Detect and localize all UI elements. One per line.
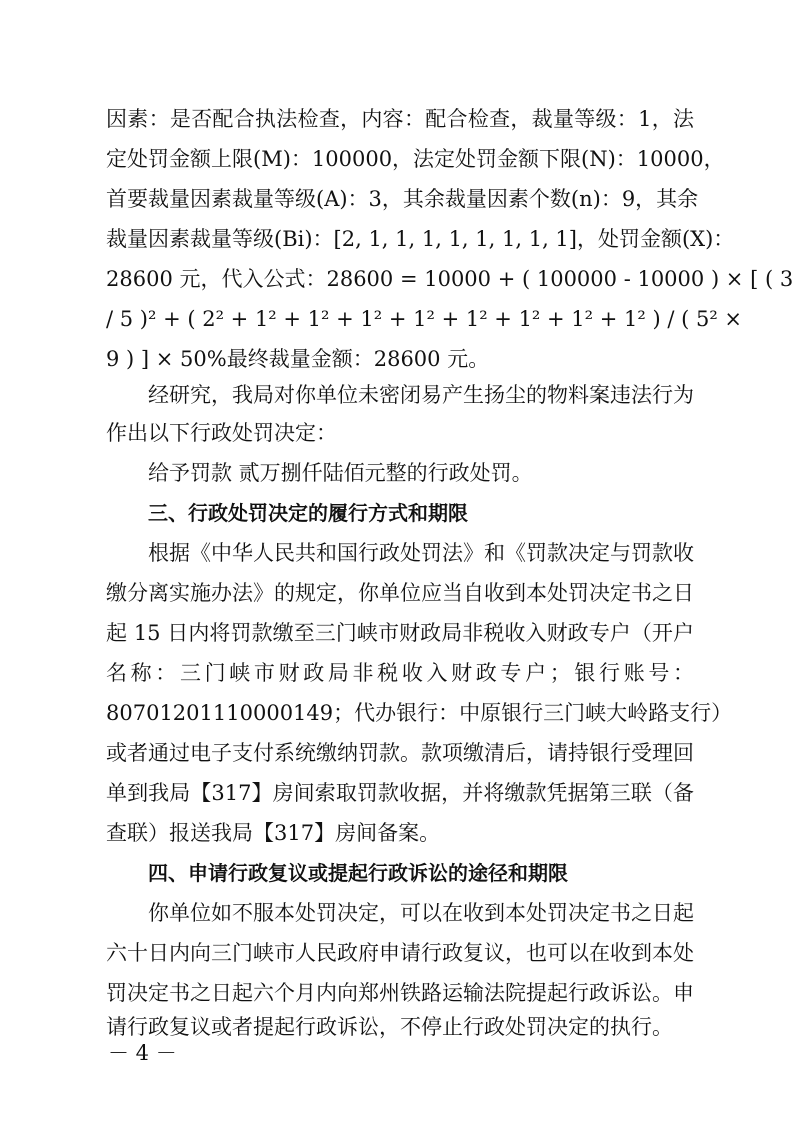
paragraph-start: 经研究，我局对你单位未密闭易产生扬尘的物料案违法行为 [148, 383, 694, 407]
page-number: － 4 － [108, 1041, 177, 1065]
body-text-line: 名称：三门峡市财政局非税收入财政专户；银行账号： [106, 661, 694, 685]
paragraph-start: 根据《中华人民共和国行政处罚法》和《罚款决定与罚款收 [148, 541, 694, 565]
section-heading-three: 三、行政处罚决定的履行方式和期限 [148, 501, 468, 525]
body-text-line: 缴分离实施办法》的规定，你单位应当自收到本处罚决定书之日 [106, 581, 694, 605]
body-text-line: 单到我局【317】房间索取罚款收据，并将缴款凭据第三联（备 [106, 781, 694, 805]
body-text-line: 六十日内向三门峡市人民政府申请行政复议，也可以在收到本处 [106, 941, 694, 965]
body-text-line: 因素：是否配合执法检查，内容：配合检查，裁量等级：1，法 [106, 107, 694, 131]
section-heading-four: 四、申请行政复议或提起行政诉讼的途径和期限 [148, 861, 568, 885]
body-text-line: 首要裁量因素裁量等级(A)：3，其余裁量因素个数(n)：9，其余 [106, 187, 699, 211]
body-text-line: 请行政复议或者提起行政诉讼，不停止行政处罚决定的执行。 [106, 1015, 673, 1039]
penalty-decision: 给予罚款 贰万捌仟陆佰元整的行政处罚。 [148, 461, 533, 485]
body-text-line: 或者通过电子支付系统缴纳罚款。款项缴清后，请持银行受理回 [106, 741, 694, 765]
bank-account-line: 80701201110000149；代办银行：中原银行三门峡大岭路支行） [106, 701, 733, 725]
body-text-line: 起 15 日内将罚款缴至三门峡市财政局非税收入财政专户（开户 [106, 621, 694, 645]
paragraph-start: 你单位如不服本处罚决定，可以在收到本处罚决定书之日起 [148, 901, 694, 925]
body-text-line: 定处罚金额上限(M)：100000，法定处罚金额下限(N)：10000， [106, 147, 725, 171]
body-text-line: 裁量因素裁量等级(Bi)：[2, 1, 1, 1, 1, 1, 1, 1, 1]，处罚金额(X)： [106, 227, 735, 251]
body-text-line: 查联）报送我局【317】房间备案。 [106, 821, 441, 845]
formula-line: 28600 元，代入公式：28600 = 10000 + ( 100000 - 10000 ) × [ ( 3 [106, 267, 793, 291]
body-text-line: 罚决定书之日起六个月内向郑州铁路运输法院提起行政诉讼。申 [106, 981, 694, 1005]
body-text-line: 作出以下行政处罚决定： [106, 421, 337, 445]
formula-line: 9 ) ] × 50%最终裁量金额：28600 元。 [106, 347, 490, 371]
formula-line: / 5 )² + ( 2² + 1² + 1² + 1² + 1² + 1² + 1² + 1² + 1² ) / ( 5² × [106, 307, 743, 331]
